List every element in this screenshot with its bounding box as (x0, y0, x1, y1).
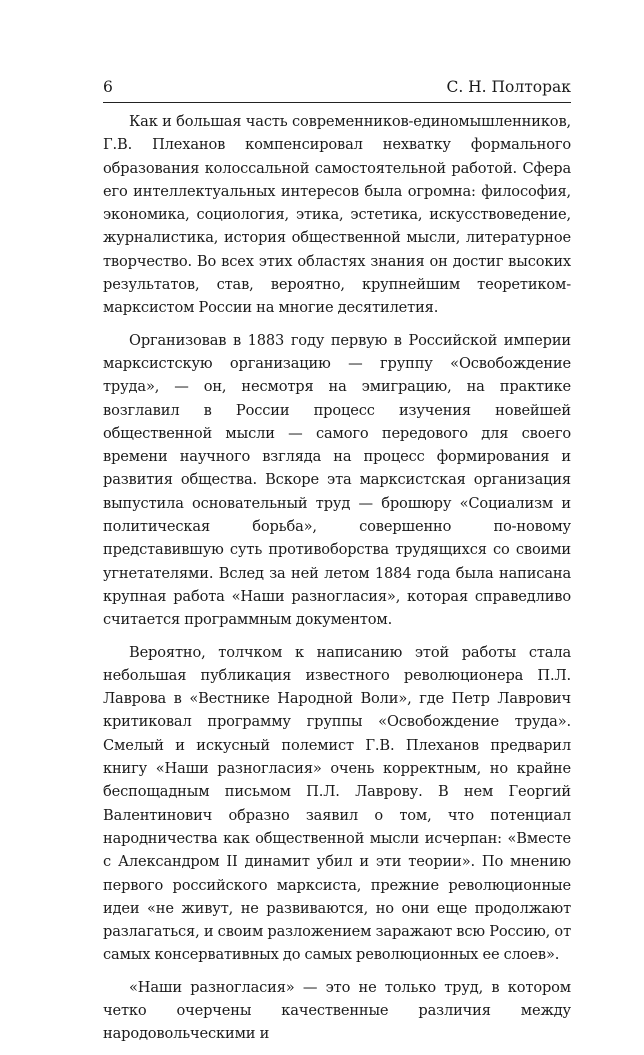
page-number: 6 (103, 78, 113, 96)
header-rule (103, 102, 571, 103)
paragraph: Как и большая часть современников-единомышленников, Г.В. Плеханов компенсировал нехватку формального образования колоссальной самостоятельной работой. Сфера его интеллектуальных интересов была огромна: философия, экономика, социология, этика, эстетика, искусствоведение, журналистика, история общественной мысли, литературное творчество. Во всех этих областях знания он достиг высоких результатов, став, вероятно, крупнейшим теоретиком-марксистом России на многие десятилетия. (103, 113, 571, 317)
paragraph: «Наши разногласия» — это не только труд, в котором четко очерчены качественные различия между народовольческими и (103, 978, 571, 1043)
paragraph: Организовав в 1883 году первую в Российской империи марксистскую организацию — группу «Освобождение труда», — он, несмотря на эмиграцию, на практике возглавил в России процесс изучения новейшей общественной мысли — самого передового для своего времени научного взгляда на процесс формирования и развития общества. Вскоре эта марксистская организация выпустила основательный труд — брошюру «Социализм и политическая борьба», совершенно по-новому представившую суть противоборства трудящихся со своими угнетателями. Вслед за ней летом 1884 года была написана крупная работа «Наши разногласия», которая справедливо считается программным документом. (103, 331, 571, 629)
running-title: С. Н. Полторак (446, 78, 571, 96)
paragraph: Вероятно, толчком к написанию этой работы стала небольшая публикация известного революционера П.Л. Лаврова в «Вестнике Народной Воли», где Петр Лаврович критиковал программу группы «Освобождение труда». Смелый и искусный полемист Г.В. Плеханов предварил книгу «Наши разногласия» очень корректным, но крайне беспощадным письмом П.Л. Лаврову. В нем Георгий Валентинович образно заявил о том, что потенциал народничества как общественной мысли исчерпан: «Вместе с Александром II динамит убил и эти теории». По мнению первого российского марксиста, прежние революционные идеи «не живут, не развиваются, но они еще продолжают разлагаться, и своим разложением заражают всю Россию, от самых консервативных до самых революционных ее слоев». (103, 643, 571, 964)
book-page (103, 0, 571, 1043)
body-text (103, 110, 571, 1055)
running-head (103, 76, 571, 98)
